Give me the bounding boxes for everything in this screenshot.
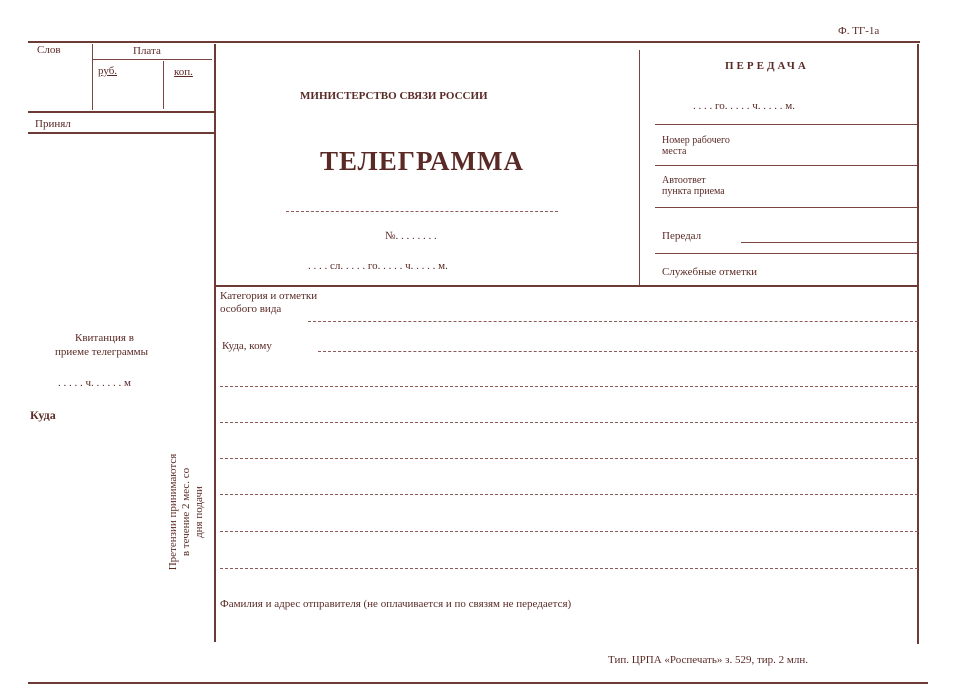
sender-label: Фамилия и адрес отправителя (не оплачивается и по связям не передается) xyxy=(220,598,572,610)
right-line-1 xyxy=(655,124,917,125)
claims-line-1: Претензии принимаются xyxy=(167,453,179,571)
received-label: Принял xyxy=(35,118,71,130)
category-label xyxy=(220,290,317,316)
receipt-title-2: приеме телеграммы xyxy=(55,346,149,358)
message-line-4 xyxy=(220,531,918,532)
receipt-time: . . . . . ч. . . . . . м xyxy=(58,377,131,389)
message-line-5 xyxy=(220,568,918,569)
kop-label: коп. xyxy=(174,66,193,78)
claims-note xyxy=(167,427,206,597)
ministry-name: МИНИСТЕРСТВО СВЯЗИ РОССИИ xyxy=(300,90,488,102)
category-field xyxy=(308,321,918,322)
transmitted-label: Передал xyxy=(662,230,702,242)
top-border xyxy=(28,41,920,43)
transmitted-field xyxy=(741,242,917,243)
where-whom-label: Куда, кому xyxy=(222,340,272,352)
transmission-title: ПЕРЕДАЧА xyxy=(725,60,809,72)
autoreply-line-1: Автоответ xyxy=(662,175,706,186)
stub-col-divider xyxy=(92,44,93,110)
right-line-2 xyxy=(655,165,917,166)
stub-line-1 xyxy=(28,111,214,113)
workplace-line-2: места xyxy=(662,146,687,157)
service-notes-label: Служебные отметки xyxy=(662,266,758,278)
printing-info: Тип. ЦРПА «Роспечать» з. 529, тир. 2 млн. xyxy=(608,654,808,666)
stub-divider xyxy=(214,44,216,642)
body-separator xyxy=(216,285,919,287)
rub-label: руб. xyxy=(98,65,118,77)
message-line-3 xyxy=(220,494,918,495)
message-line-2 xyxy=(220,458,918,459)
form-code: Ф. ТГ-1а xyxy=(838,25,880,37)
right-line-3 xyxy=(655,207,917,208)
claims-line-3: дня подачи xyxy=(193,486,205,538)
rub-kop-divider xyxy=(163,61,164,109)
stub-line-2 xyxy=(28,132,214,134)
workplace-line-1: Номер рабочего xyxy=(662,135,730,146)
address-line-2 xyxy=(220,386,918,387)
title-dash-line xyxy=(286,211,558,212)
right-panel-divider xyxy=(639,50,640,285)
telegram-title: ТЕЛЕГРАММА xyxy=(320,146,524,176)
message-line-1 xyxy=(220,422,918,423)
category-line-1: Категория и отметки xyxy=(220,290,318,302)
submission-date: . . . . сл. . . . . го. . . . . ч. . . . . м. xyxy=(308,260,448,272)
receipt-title-1: Квитанция в xyxy=(75,332,134,344)
header-words: Слов xyxy=(37,44,61,56)
bottom-border xyxy=(28,682,928,684)
address-line-1 xyxy=(318,351,918,352)
payment-underline xyxy=(92,59,212,60)
header-payment: Плата xyxy=(133,45,161,57)
stub-where: Куда xyxy=(30,408,56,422)
workplace-label xyxy=(662,135,730,157)
transmission-time: . . . . го. . . . . ч. . . . . м. xyxy=(693,100,795,112)
autoreply-line-2: пункта приема xyxy=(662,186,725,197)
right-border xyxy=(917,44,919,644)
category-line-2: особого вида xyxy=(220,303,282,315)
right-line-4 xyxy=(655,253,917,254)
telegram-number: №. . . . . . . . xyxy=(385,230,437,242)
claims-line-2: в течение 2 мес. со xyxy=(180,467,192,557)
autoreply-label xyxy=(662,175,725,197)
